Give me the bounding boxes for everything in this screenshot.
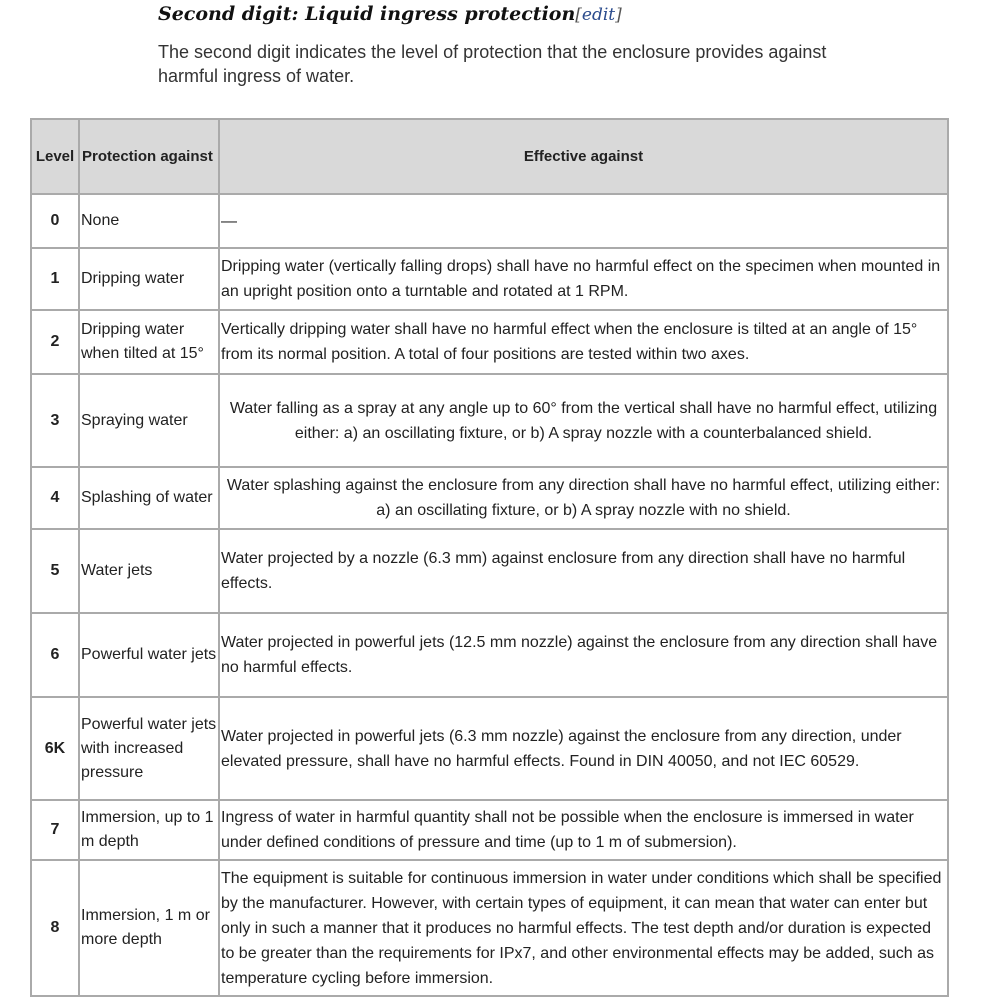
effective-cell: Water projected by a nozzle (6.3 mm) against enclosure from any direction shall have no harmful effects. [219,529,948,613]
protection-cell: Splashing of water [79,467,219,529]
protection-cell: None [79,194,219,248]
table-row [31,467,948,529]
protection-cell: Dripping water [79,248,219,310]
level-cell: 5 [31,529,79,613]
effective-cell: Vertically dripping water shall have no harmful effect when the enclosure is tilted at an angle of 15° from its normal position. A total of four positions are tested within two axes. [219,310,948,374]
protection-cell: Immersion, 1 m or more depth [79,860,219,996]
effective-cell: — [219,194,948,248]
edit-section [575,5,622,25]
level-cell: 8 [31,860,79,996]
level-cell: 1 [31,248,79,310]
header-effective: Effective against [219,119,948,194]
level-cell: 0 [31,194,79,248]
table-row [31,800,948,860]
header-protection: Protection against [79,119,219,194]
table-row [31,374,948,467]
protection-cell: Spraying water [79,374,219,467]
level-cell: 6K [31,697,79,800]
section-heading [158,3,622,25]
level-cell: 6 [31,613,79,697]
table-header-row [31,119,948,194]
protection-cell: Water jets [79,529,219,613]
level-cell: 4 [31,467,79,529]
level-cell: 3 [31,374,79,467]
table-row [31,697,948,800]
header-level: Level [31,119,79,194]
effective-cell: Water projected in powerful jets (6.3 mm nozzle) against the enclosure from any direction, under elevated pressure, shall have no harmful effects. Found in DIN 40050, and not IEC 60529. [219,697,948,800]
table-row [31,613,948,697]
table-row [31,248,948,310]
table-row [31,310,948,374]
section-intro: The second digit indicates the level of protection that the enclosure provides against harmful ingress of water. [158,42,827,86]
table-row [31,529,948,613]
edit-link[interactable]: edit [581,5,616,25]
table-row [31,860,948,996]
edit-open-bracket: [ [575,5,582,25]
effective-cell: Water falling as a spray at any angle up to 60° from the vertical shall have no harmful effect, utilizing either: a) an oscillating fixture, or b) A spray nozzle with a counterbalanced shield. [219,374,948,467]
section-title: Second digit: Liquid ingress protection [158,3,576,25]
ip-rating-table [30,118,949,997]
effective-cell: Water projected in powerful jets (12.5 mm nozzle) against the enclosure from any direction shall have no harmful effects. [219,613,948,697]
effective-cell: Water splashing against the enclosure from any direction shall have no harmful effect, utilizing either: a) an oscillating fixture, or b) A spray nozzle with no shield. [219,467,948,529]
protection-cell: Powerful water jets with increased pressure [79,697,219,800]
effective-cell: Dripping water (vertically falling drops) shall have no harmful effect on the specimen when mounted in an upright position onto a turntable and rotated at 1 RPM. [219,248,948,310]
table-row [31,194,948,248]
protection-cell: Dripping water when tilted at 15° [79,310,219,374]
effective-cell: The equipment is suitable for continuous immersion in water under conditions which shall be specified by the manufacturer. However, with certain types of equipment, it can mean that water can enter but only in such a manner that it produces no harmful effects. The test depth and/or duration is expected to be greater than the requirements for IPx7, and other environmental effects may be added, such as temperature cycling before immersion. [219,860,948,996]
level-cell: 2 [31,310,79,374]
protection-cell: Powerful water jets [79,613,219,697]
protection-cell: Immersion, up to 1 m depth [79,800,219,860]
effective-cell: Ingress of water in harmful quantity shall not be possible when the enclosure is immersed in water under defined conditions of pressure and time (up to 1 m of submersion). [219,800,948,860]
edit-close-bracket: ] [615,5,622,25]
level-cell: 7 [31,800,79,860]
